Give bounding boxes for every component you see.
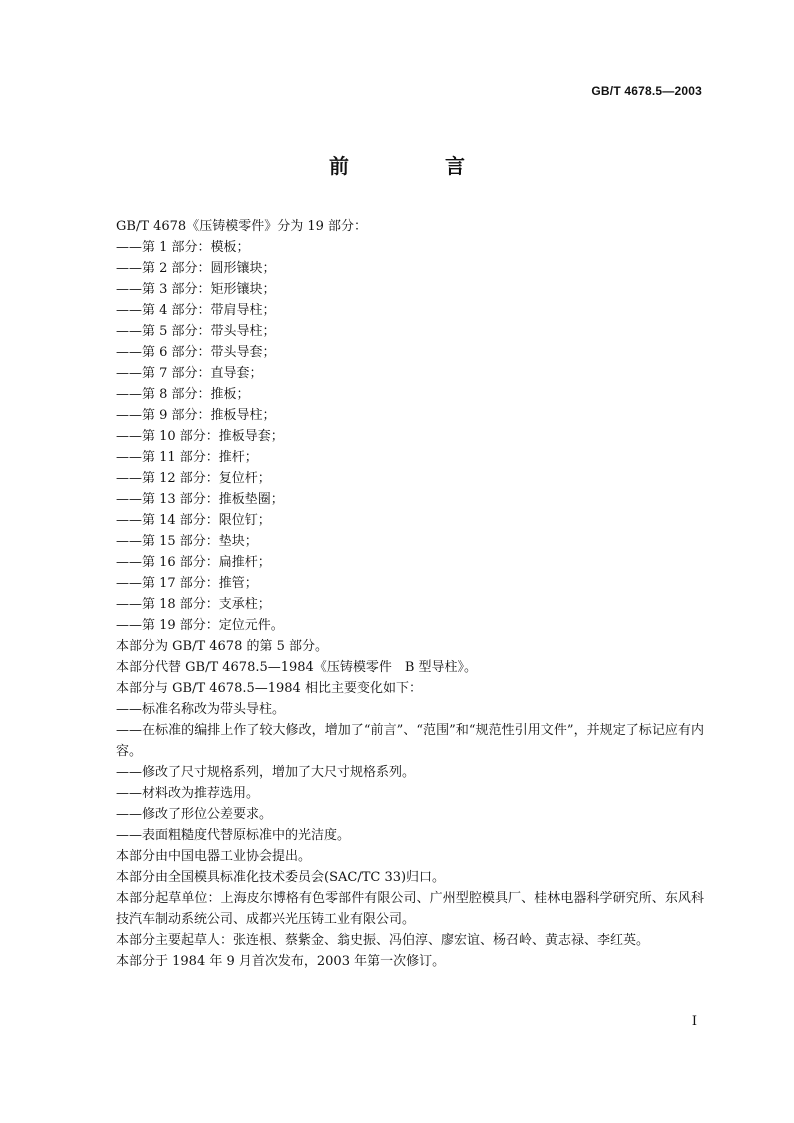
list-item-part-13: ——第 13 部分：推板垫圈； [116,492,284,507]
paragraph-history: 本部分于 1984 年 9 月首次发布，2003 年第一次修订。 [116,954,446,969]
list-item-part-19: ——第 19 部分：定位元件。 [116,618,284,633]
list-item-change-6: ——表面粗糙度代替原标准中的光洁度。 [116,828,351,843]
list-item-part-17: ——第 17 部分：推管； [116,576,258,591]
list-item-change-2: ——在标准的编排上作了较大修改，增加了“前言”、“范围”和“规范性引用文件”，并规定了标记应有内容。 [116,723,704,759]
list-item-change-4: ——材料改为推荐选用。 [116,786,260,801]
list-item-part-6: ——第 6 部分：带头导套； [116,345,276,360]
list-item-part-7: ——第 7 部分：直导套； [116,366,263,381]
paragraph-changes-intro: 本部分与 GB/T 4678.5—1984 相比主要变化如下： [116,681,422,696]
paragraph-centralized-by: 本部分由全国模具标准化技术委员会(SAC/TC 33)归口。 [116,870,446,885]
paragraph-this-part: 本部分为 GB/T 4678 的第 5 部分。 [116,639,329,654]
page-title: 前 言 [329,154,503,178]
list-item-part-3: ——第 3 部分：矩形镶块； [116,282,276,297]
list-item-part-1: ——第 1 部分：模板； [116,240,250,255]
list-item-part-12: ——第 12 部分：复位杆； [116,471,271,486]
paragraph-drafting-units: 本部分起草单位：上海皮尔博格有色零部件有限公司、广州型腔模具厂、桂林电器科学研究所、东风科技汽车制动系统公司、成都兴光压铸工业有限公司。 [116,891,704,927]
list-item-part-2: ——第 2 部分：圆形镶块； [116,261,276,276]
list-item-part-15: ——第 15 部分：垫块； [116,534,258,549]
foreword-body [90,216,704,972]
list-item-part-9: ——第 9 部分：推板导柱； [116,408,276,423]
list-item-change-1: ——标准名称改为带头导柱。 [116,702,286,717]
page-number: I [691,1014,697,1029]
paragraph-parts-intro: GB/T 4678《压铸模零件》分为 19 部分： [116,219,368,234]
list-item-part-16: ——第 16 部分：扁推杆； [116,555,271,570]
standard-code: GB/T 4678.5—2003 [591,84,702,98]
paragraph-replaces: 本部分代替 GB/T 4678.5—1984《压铸模零件 B 型导柱》。 [116,660,478,675]
list-item-part-18: ——第 18 部分：支承柱； [116,597,271,612]
list-item-part-14: ——第 14 部分：限位钉； [116,513,271,528]
list-item-change-3: ——修改了尺寸规格系列，增加了大尺寸规格系列。 [116,765,416,780]
list-item-part-11: ——第 11 部分：推杆； [116,450,258,465]
paragraph-proposed-by: 本部分由中国电器工业协会提出。 [116,849,312,864]
list-item-part-8: ——第 8 部分：推板； [116,387,250,402]
list-item-part-10: ——第 10 部分：推板导套； [116,429,284,444]
paragraph-drafters: 本部分主要起草人：张连根、蔡紫金、翁史振、冯伯淳、廖宏谊、杨召岭、黄志禄、李红英。 [116,933,650,948]
list-item-part-4: ——第 4 部分：带肩导柱； [116,303,276,318]
list-item-change-5: ——修改了形位公差要求。 [116,807,273,822]
list-item-part-5: ——第 5 部分：带头导柱； [116,324,276,339]
